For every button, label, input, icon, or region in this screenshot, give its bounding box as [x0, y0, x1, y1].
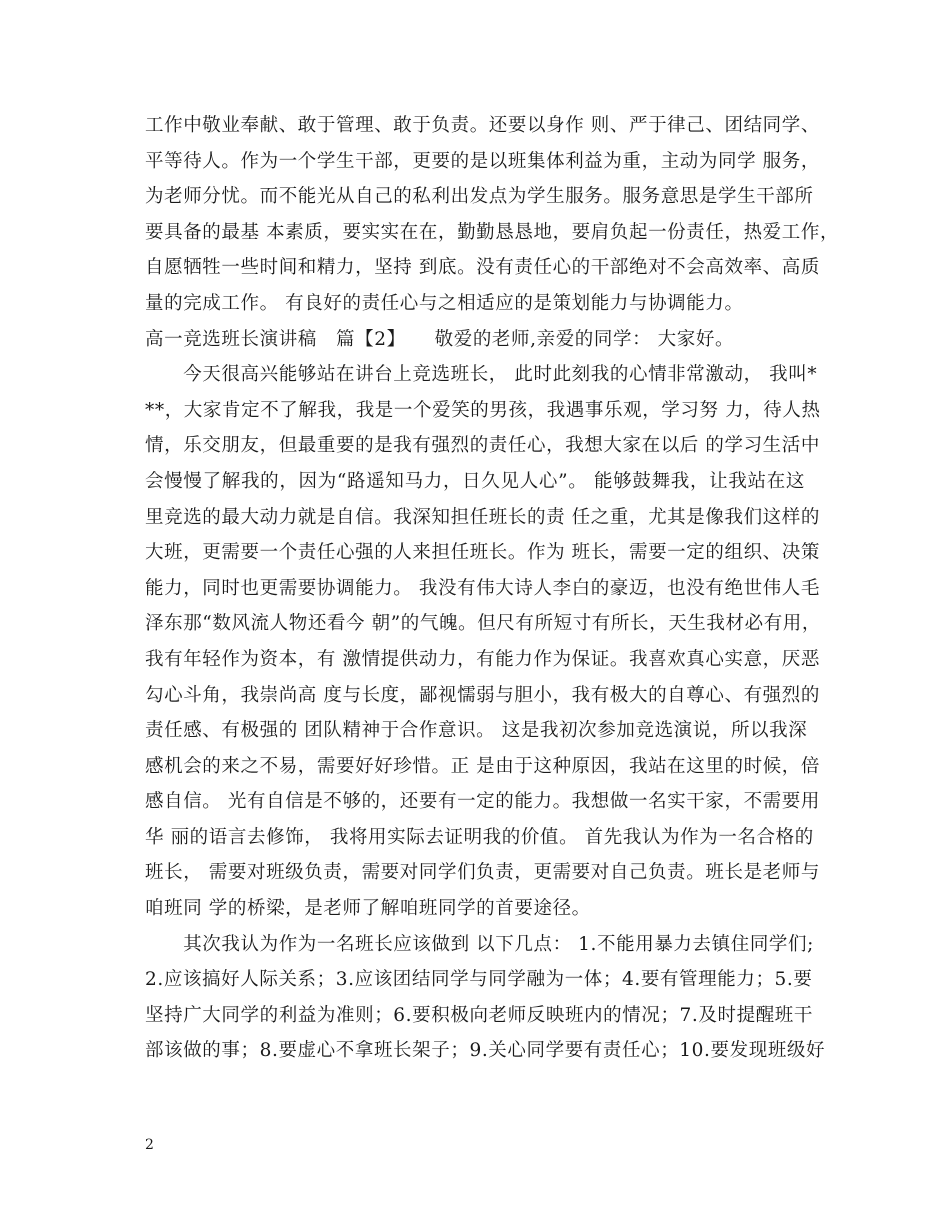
text-line: 其次我认为作为一名班长应该做到 以下几点： 1.不能用暴力去镇住同学们; [145, 933, 814, 955]
text-line: 情，乐交朋友，但最重要的是我有强烈的责任心，我想大家在以后 的学习生活中 [145, 435, 820, 457]
text-line: 会慢慢了解我的，因为“路遥知马力，日久见人心”。 能够鼓舞我，让我站在这 [145, 470, 805, 492]
text-line: 坚持广大同学的利益为准则；6.要积极向老师反映班内的情况；7.及时提醒班干 [145, 1004, 814, 1026]
text-line: 责任感、有极强的 团队精神于合作意识。 这是我初次参加竞选演说，所以我深 [145, 720, 808, 742]
text-line: 勾心斗角，我崇尚高 度与长度，鄙视懦弱与胆小，我有极大的自尊心、有强烈的 [145, 684, 820, 706]
text-line: 咱班同 学的桥梁，是老师了解咱班同学的首要途径。 [145, 898, 591, 920]
text-line: 大班，更需要一个责任心强的人来担任班长。作为 班长，需要一定的组织、决策 [145, 542, 820, 564]
text-line: 量的完成工作。 有良好的责任心与之相适应的是策划能力与协调能力。 [145, 292, 744, 314]
text-line: 工作中敬业奉献、敢于管理、敢于负责。还要以身作 则、严于律己、团结同学、 [145, 115, 820, 136]
text-line: 能力，同时也更需要协调能力。 我没有伟大诗人李白的豪迈，也没有绝世伟人毛 [145, 577, 820, 599]
text-line: 感机会的来之不易，需要好好珍惜。正 是由于这种原因，我站在这里的时候，倍 [145, 755, 820, 777]
text-line: 感自信。 光有自信是不够的，还要有一定的能力。我想做一名实干家，不需要用 [145, 791, 820, 813]
text-line: 里竞选的最大动力就是自信。我深知担任班长的责 任之重，尤其是像我们这样的 [145, 506, 820, 528]
page-number: 2 [145, 1137, 154, 1153]
text-line: 班长， 需要对班级负责，需要对同学们负责，更需要对自己负责。班长是老师与 [145, 862, 820, 884]
text-line: 为老师分忧。而不能光从自己的私利出发点为学生服务。服务意思是学生干部所 [145, 186, 814, 208]
text-line: 华 丽的语言去修饰， 我将用实际去证明我的价值。 首先我认为作为一名合格的 [145, 826, 814, 848]
text-line: 我有年轻作为资本，有 激情提供动力，有能力作为保证。我喜欢真心实意，厌恶 [145, 648, 820, 670]
text-line: 今天很高兴能够站在讲台上竞选班长， 此时此刻我的心情非常激动， 我叫* [145, 364, 818, 386]
text-line: 2.应该搞好人际关系；3.应该团结同学与同学融为一体；4.要有管理能力；5.要 [145, 969, 813, 991]
text-line: **，大家肯定不了解我，我是一个爱笑的男孩，我遇事乐观，学习努 力，待人热 [145, 399, 821, 421]
text-line: 泽东那“数风流人物还看今 朝”的气魄。但尺有所短寸有所长，天生我材必有用， [145, 613, 821, 635]
text-line: 高一竞选班长演讲稿 篇【2】 敬爱的老师,亲爱的同学： 大家好。 [145, 328, 735, 350]
text-line: 自愿牺牲一些时间和精力，坚持 到底。没有责任心的干部绝对不会高效率、高质 [145, 257, 820, 279]
text-line: 平等待人。作为一个学生干部，更要的是以班集体利益为重，主动为同学 服务， [145, 150, 820, 172]
document-body [145, 112, 840, 1073]
text-line: 要具备的最基 本素质，要实实在在，勤勤恳恳地，要肩负起一份责任，热爱工作， [145, 221, 840, 243]
text-line: 部该做的事；8.要虚心不拿班长架子；9.关心同学要有责任心；10.要发现班级好 [145, 1040, 826, 1062]
